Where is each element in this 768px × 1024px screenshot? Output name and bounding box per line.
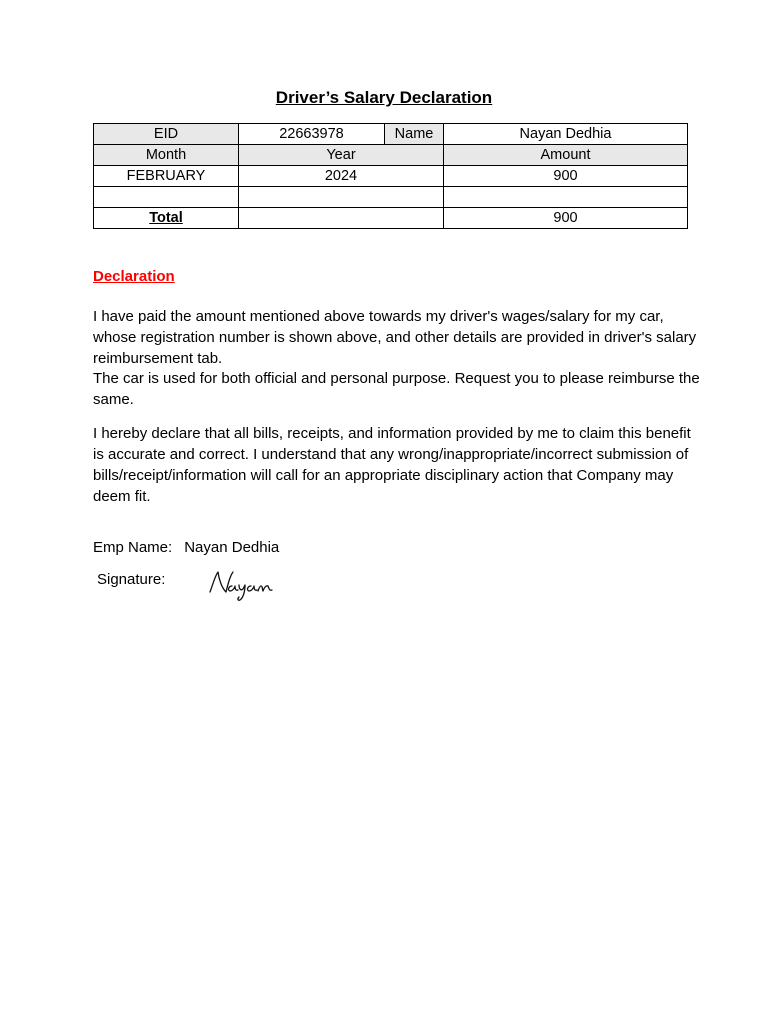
table-row (94, 124, 688, 145)
document-title: Driver’s Salary Declaration (275, 88, 493, 107)
month-cell (94, 187, 239, 208)
total-amount: 900 (444, 208, 688, 229)
declaration-heading: Declaration (93, 268, 175, 285)
name-value: Nayan Dedhia (444, 124, 688, 145)
eid-value: 22663978 (239, 124, 385, 145)
declaration-paragraph-2: The car is used for both official and personal purpose. Request you to please reimburse the same. (93, 370, 700, 408)
declaration-paragraph-1: I have paid the amount mentioned above towards my driver's wages/salary for my car, whose registration number is shown above, and other details are provided in driver's salary reimbursement tab. (93, 308, 697, 367)
amount-cell (444, 187, 688, 208)
year-cell: 2024 (239, 166, 444, 187)
table-row (94, 166, 688, 187)
month-header: Month (94, 145, 239, 166)
emp-name-label: Emp Name: (93, 539, 173, 556)
amount-cell: 900 (444, 166, 688, 187)
emp-name-row (93, 539, 279, 556)
total-label: Total (94, 208, 239, 229)
signature-image (205, 566, 277, 604)
table-row (94, 187, 688, 208)
declaration-paragraph-3: I hereby declare that all bills, receipts, and information provided by me to claim this benefit is accurate and correct. I understand that any wrong/inappropriate/incorrect submission of bills/receipt/information will call for an appropriate disciplinary action that Company may deem fit. (93, 425, 691, 505)
eid-label: EID (94, 124, 239, 145)
year-header: Year (239, 145, 444, 166)
total-row (94, 208, 688, 229)
salary-table (93, 123, 688, 229)
year-cell (239, 187, 444, 208)
total-year-cell (239, 208, 444, 229)
table-header-row (94, 145, 688, 166)
signature-label: Signature: (97, 571, 166, 588)
emp-name-value: Nayan Dedhia (184, 539, 280, 556)
name-label: Name (385, 124, 444, 145)
month-cell: FEBRUARY (94, 166, 239, 187)
amount-header: Amount (444, 145, 688, 166)
